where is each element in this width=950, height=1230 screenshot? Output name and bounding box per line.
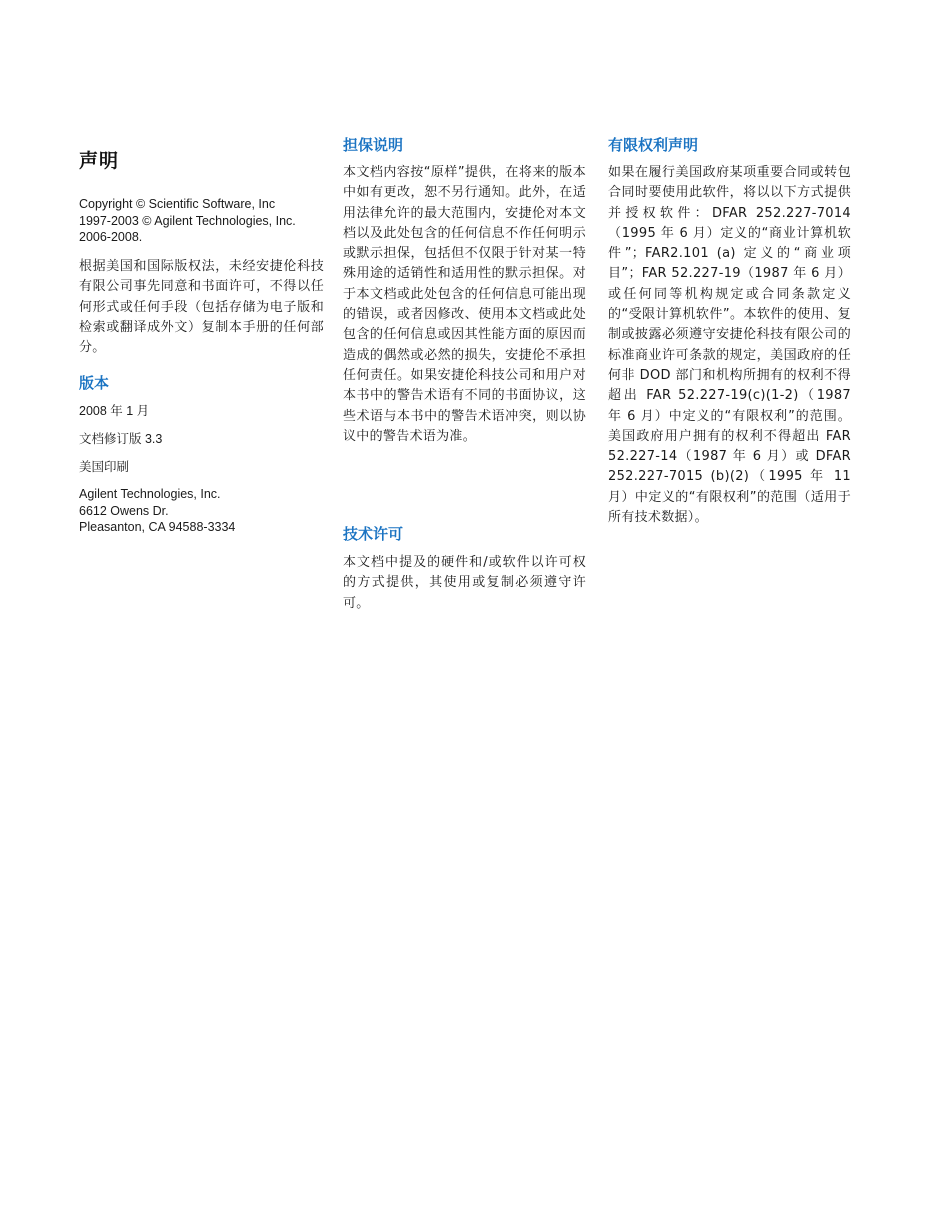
copyright-line: 2006-2008. [79,230,143,245]
copyright-line: 1997-2003 © Agilent Technologies, Inc. [79,213,296,228]
page-title: 声明 [79,150,120,172]
edition-revision: 文档修订版 3.3 [79,432,163,446]
edition-printed: 美国印刷 [79,460,130,474]
restricted-text: 如果在履行美国政府某项重要合同或转包合同时要使用此软件，将以以下方式提供并授权软件：DFAR 252.227-7014（1995 年 6 月）定义的“商业计算机软件”；FAR2.101 (a) 定义的“商业项目”；FAR 52.227-19（1987 年 6 月）或任何同等机构规定或合同条款定义的“受限计算机软件”。本软件的使用、复制或披露必须遵守安捷伦科技有限公司的标准商业许可条款的规定，美国政府的任何非 DOD 部门和机构所拥有的权利不得超出 FAR 52.227-19(c)(1-2)（1987 年 6 月）中定义的“有限权利”的范围。美国政府用户拥有的权利不得超出 FAR 52.227-14（1987 年 6 月）或 DFAR 252.227-7015 (b)(2)（1995 年 11 月）中定义的“有限权利”的范围（适用于所有技术数据）。 [608,165,851,526]
warranty-heading: 担保说明 [343,136,404,154]
copyright-line: Copyright © Scientific Software, Inc [79,197,276,211]
company-address [79,486,324,536]
address-line: Agilent Technologies, Inc. [79,487,221,501]
edition-heading: 版本 [79,374,110,392]
warranty-text: 本文档内容按“原样”提供，在将来的版本中如有更改，恕不另行通知。此外，在适用法律允许的最大范围内，安捷伦对本文档以及此处包含的任何信息不作任何明示或默示担保，包括但不仅限于针对某一特殊用途的适销性和适用性的默示担保。对于本文档或此处包含的任何信息可能出现的错误，或者因修改、使用本文档或此处包含的任何信息或因其性能方面的原因而造成的偶然或必然的损失，安捷伦不承担任何责任。如果安捷伦科技公司和用户对本书中的警告术语有不同的书面协议，这些术语与本书中的警告术语冲突，则以协议中的警告术语为准。 [343,165,586,444]
license-heading: 技术许可 [343,525,404,543]
restricted-heading: 有限权利声明 [608,136,699,154]
copyright-block [79,196,324,246]
address-line: Pleasanton, CA 94588-3334 [79,520,236,535]
copyright-text: 根据美国和国际版权法，未经安捷伦科技有限公司事先同意和书面许可，不得以任何形式或任何手段（包括存储为电子版和检索或翻译成外文）复制本手册的任何部分。 [79,259,324,356]
edition-date: 2008 年 1 月 [79,404,150,418]
license-text: 本文档中提及的硬件和/或软件以许可权的方式提供，其使用或复制必须遵守许可。 [343,555,586,611]
address-line: 6612 Owens Dr. [79,503,169,518]
